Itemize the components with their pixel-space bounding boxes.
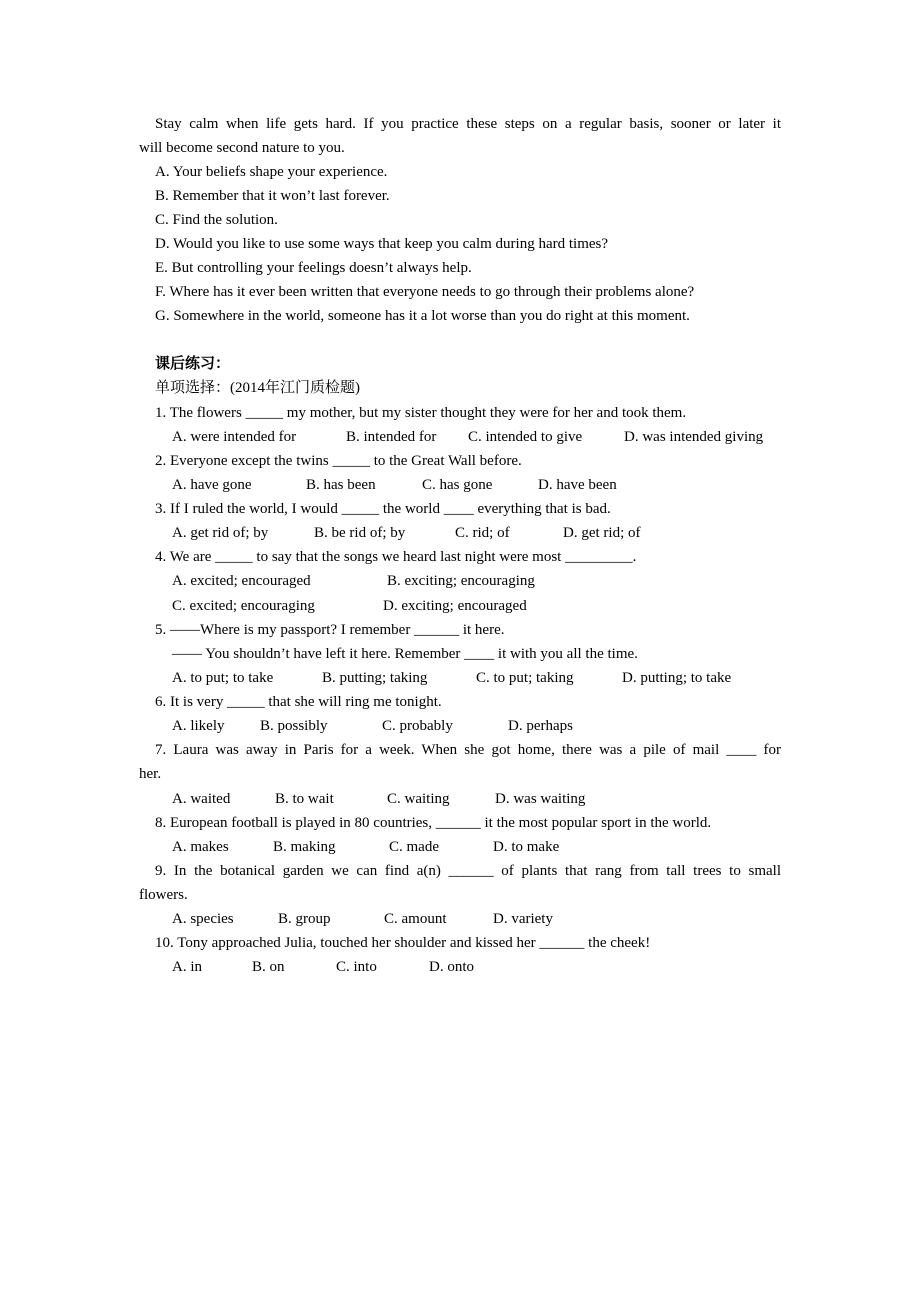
answer-option: B. on: [252, 959, 285, 975]
answer-option: B. exciting; encouraging: [387, 573, 535, 589]
answer-option: C. to put; taking: [476, 670, 574, 686]
answer-option: D. to make: [493, 839, 560, 855]
passage-option: C. Find the solution.: [155, 212, 278, 228]
section-heading: 课后练习：: [155, 356, 231, 372]
answer-option: B. making: [273, 839, 336, 855]
question-text: 8. European football is played in 80 countries, ______ it the most popular sport in the world.: [155, 815, 712, 831]
answer-option: B. possibly: [260, 718, 328, 734]
passage-option: B. Remember that it won’t last forever.: [155, 188, 390, 204]
question-text: 2. Everyone except the twins _____ to the Great Wall before.: [155, 453, 522, 469]
answer-option: B. group: [278, 911, 331, 927]
question-text-line2: —— You shouldn’t have left it here. Remember ____ it with you all the time.: [172, 646, 638, 662]
passage-option: F. Where has it ever been written that everyone needs to go through their problems alone?: [155, 284, 695, 300]
answer-option: D. variety: [493, 911, 553, 927]
section-subheading: 单项选择：(2014年江门质检题): [155, 380, 360, 396]
answer-option: B. to wait: [275, 791, 334, 807]
answer-option: D. get rid; of: [563, 525, 641, 541]
question-text: 7. Laura was away in Paris for a week. When she got home, there was a pile of mail ____ for: [155, 742, 781, 758]
question-text-line2: flowers.: [139, 887, 188, 903]
answer-option: A. makes: [172, 839, 229, 855]
answer-option: A. to put; to take: [172, 670, 274, 686]
answer-option: C. excited; encouraging: [172, 598, 315, 614]
answer-option: A. excited; encouraged: [172, 573, 311, 589]
passage-option: E. But controlling your feelings doesn’t always help.: [155, 260, 472, 276]
answer-option: D. perhaps: [508, 718, 573, 734]
answer-option: A. likely: [172, 718, 225, 734]
answer-option: D. have been: [538, 477, 617, 493]
answer-option: A. in: [172, 959, 202, 975]
answer-option: C. has gone: [422, 477, 493, 493]
answer-option: D. was waiting: [495, 791, 586, 807]
answer-option: B. be rid of; by: [314, 525, 406, 541]
answer-option: B. intended for: [346, 429, 437, 445]
answer-option: C. intended to give: [468, 429, 583, 445]
question-text: 1. The flowers _____ my mother, but my sister thought they were for her and took them.: [155, 405, 687, 421]
answer-option: A. waited: [172, 791, 231, 807]
answer-option: C. made: [389, 839, 439, 855]
question-text: 10. Tony approached Julia, touched her shoulder and kissed her ______ the cheek!: [155, 935, 651, 951]
answer-option: A. get rid of; by: [172, 525, 269, 541]
passage-option: G. Somewhere in the world, someone has it a lot worse than you do right at this moment.: [155, 308, 690, 324]
answer-option: C. rid; of: [455, 525, 510, 541]
answer-option: D. putting; to take: [622, 670, 732, 686]
answer-option: D. exciting; encouraged: [383, 598, 527, 614]
passage-option: D. Would you like to use some ways that keep you calm during hard times?: [155, 236, 609, 252]
passage-line: Stay calm when life gets hard. If you practice these steps on a regular basis, sooner or later it: [155, 116, 781, 132]
answer-option: C. into: [336, 959, 377, 975]
answer-option: B. putting; taking: [322, 670, 428, 686]
answer-option: C. probably: [382, 718, 453, 734]
passage-line: will become second nature to you.: [139, 140, 345, 156]
answer-option: A. species: [172, 911, 234, 927]
answer-option: A. have gone: [172, 477, 252, 493]
answer-option: B. has been: [306, 477, 376, 493]
question-text: 9. In the botanical garden we can find a(n) ______ of plants that rang from tall trees to small: [155, 863, 781, 879]
answer-option: C. amount: [384, 911, 447, 927]
question-text: 5. ——Where is my passport? I remember ______ it here.: [155, 622, 505, 638]
question-text-line2: her.: [139, 766, 162, 782]
passage-option: A. Your beliefs shape your experience.: [155, 164, 388, 180]
question-text: 4. We are _____ to say that the songs we heard last night were most _________.: [155, 549, 637, 565]
question-text: 3. If I ruled the world, I would _____ the world ____ everything that is bad.: [155, 501, 611, 517]
question-text: 6. It is very _____ that she will ring me tonight.: [155, 694, 442, 710]
answer-option: D. onto: [429, 959, 474, 975]
answer-option: A. were intended for: [172, 429, 297, 445]
answer-option: D. was intended giving: [624, 429, 764, 445]
answer-option: C. waiting: [387, 791, 450, 807]
